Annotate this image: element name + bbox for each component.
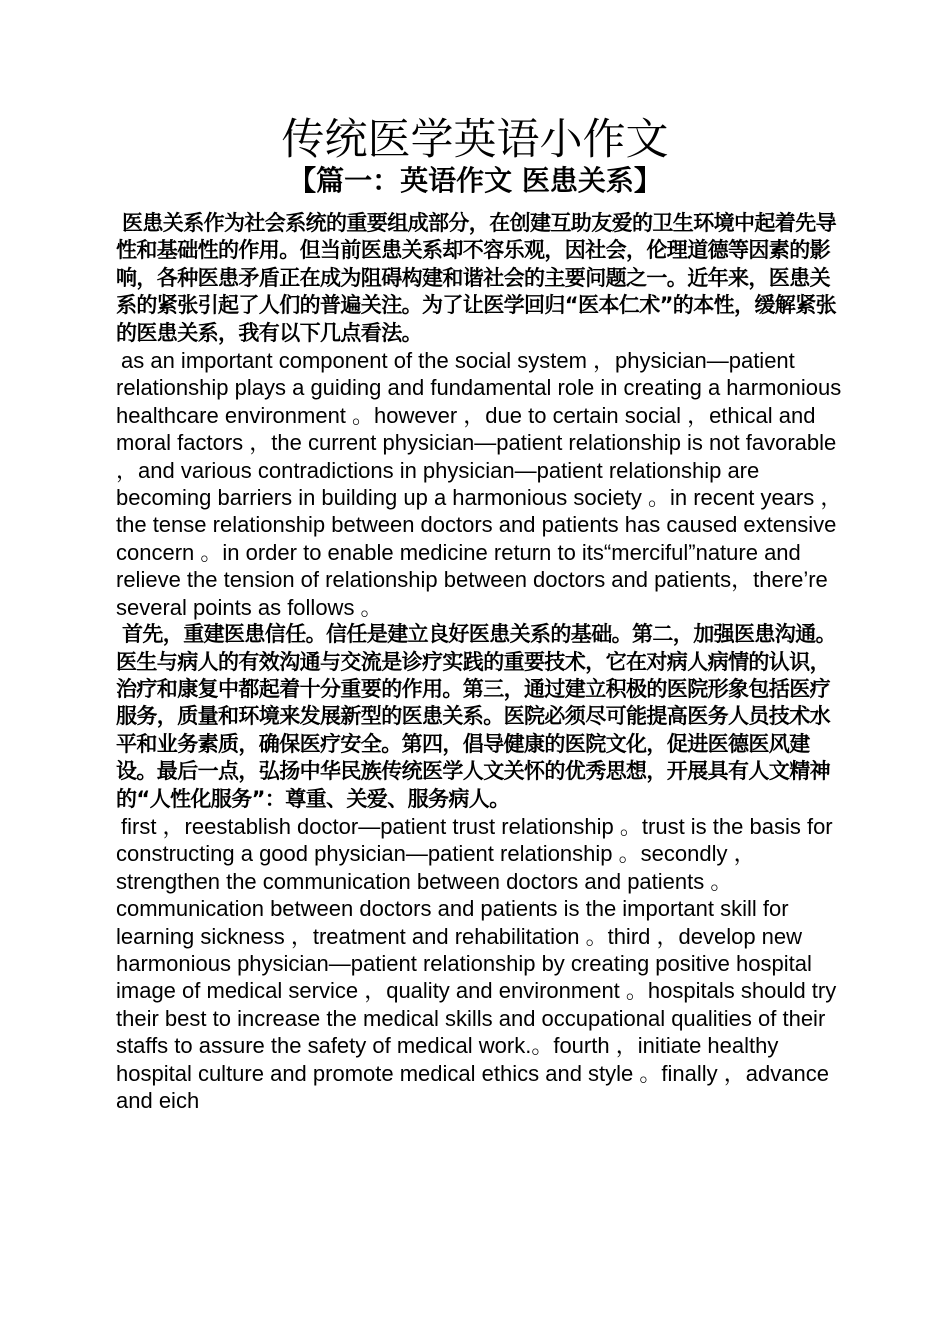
paragraph-en-intro: as an important component of the social system ，physician—patient relationship plays a guiding and fundamental role in creating a harmonious healthcare environment 。however ，due to certain social ，ethical and moral factors ，the current physician—patient relationship is not favorable ，and various contradictions in physician—patient relationship are becoming barriers in building up a harmonious society 。in recent years ，the tense relationship between doctors and patients has caused extensive concern 。in order to enable medicine return to its“merciful”nature and relieve the tension of relationship between doctors and patients，there’re several points as follows 。 [116,348,843,620]
document-body [116,210,848,1114]
document-title: 传统医学英语小作文 [281,115,669,165]
paragraph-zh-points: 首先，重建医患信任。信任是建立良好医患关系的基础。第二，加强医患沟通。医生与病人的有效沟通与交流是诊疗实践的重要技术，它在对病人病情的认识，治疗和康复中都起着十分重要的作用。第三，通过建立积极的医院形象包括医疗服务，质量和环境来发展新型的医患关系。医院必须尽可能提高医务人员技术水平和业务素质，确保医疗安全。第四，倡导健康的医院文化，促进医德医风建设。最后一点，弘扬中华民族传统医学人文关怀的优秀思想，开展具有人文精神的“人性化服务”：尊重、关爱、服务病人。 [116,622,836,811]
paragraph-en-points: first ，reestablish doctor—patient trust relationship 。trust is the basis for constructing a good physician—patient relationship 。secondly ，strengthen the communication between doctors and patients 。communication between doctors and patients is the important skill for learning sickness ，treatment and rehabilitation 。third ，develop new harmonious physician—patient relationship by creating positive hospital image of medical service ，quality and environment 。hospitals should try their best to increase the medical skills and occupational qualities of their staffs to assure the safety of medical work.。fourth ，initiate healthy hospital culture and promote medical ethics and style 。finally ，advance and eich [116,813,837,1113]
paragraph-zh-intro: 医患关系作为社会系统的重要组成部分，在创建互助友爱的卫生环境中起着先导性和基础性的作用。但当前医患关系却不容乐观，因社会，伦理道德等因素的影响，各种医患矛盾正在成为阻碍构建和谐社会的主要问题之一。近年来，医患关系的紧张引起了人们的普遍关注。为了让医学回归“医本仁术”的本性，缓解紧张的医患关系，我有以下几点看法。 [116,211,837,345]
document-subtitle: 【篇一：英语作文 医患关系】 [288,164,662,197]
